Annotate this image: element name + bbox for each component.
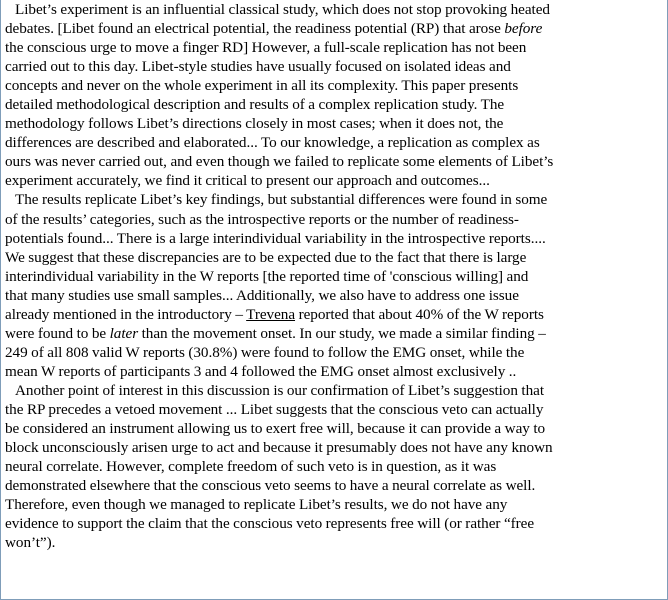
paragraph bbox=[5, 190, 663, 380]
text-line bbox=[5, 286, 663, 305]
text-span: neural correlate. However, complete freedom of such veto is in question, as it was bbox=[5, 458, 497, 476]
text-span: Another point of interest in this discussion is our confirmation of Libet’s suggestion that bbox=[15, 381, 544, 399]
text-span: ours was never carried out, and even though we failed to replicate some elements of Libet’s bbox=[5, 153, 554, 171]
text-line bbox=[5, 267, 663, 286]
text-span: experiment accurately, we find it critical to present our approach and outcomes... bbox=[5, 172, 490, 190]
text-line bbox=[5, 76, 663, 95]
text-line bbox=[5, 343, 663, 362]
text-line bbox=[5, 248, 663, 267]
text-line bbox=[5, 57, 663, 76]
text-span: block unconsciously arisen urge to act and because it presumably does not have any known bbox=[5, 439, 553, 457]
text-span: of the results’ categories, such as the introspective reports or the number of readiness- bbox=[5, 210, 519, 228]
text-span: demonstrated elsewhere that the conscious veto seems to have a neural correlate as well. bbox=[5, 477, 536, 495]
text-span: than the movement onset. In our study, we made a similar finding – bbox=[138, 324, 546, 342]
text-line bbox=[5, 95, 663, 114]
text-span: reported that about 40% of the W reports bbox=[295, 305, 544, 323]
document-body bbox=[5, 0, 663, 552]
underlined-text: Trevena bbox=[246, 305, 296, 323]
text-line bbox=[5, 324, 663, 343]
text-line bbox=[5, 419, 663, 438]
text-line bbox=[5, 152, 663, 171]
text-span: already mentioned in the introductory – bbox=[5, 305, 247, 323]
text-span: mean W reports of participants 3 and 4 followed the EMG onset almost exclusively .. bbox=[5, 362, 517, 380]
text-span: that many studies use small samples... Additionally, we also have to address one issue bbox=[5, 286, 519, 304]
text-line bbox=[5, 38, 663, 57]
text-span: We suggest that these discrepancies are to be expected due to the fact that there is large bbox=[5, 248, 527, 266]
text-span: potentials found... There is a large interindividual variability in the introspective reports.... bbox=[5, 229, 546, 247]
text-line bbox=[5, 514, 663, 533]
text-line bbox=[5, 133, 663, 152]
text-span: evidence to support the claim that the conscious veto represents free will (or rather “free bbox=[5, 515, 535, 533]
text-span: debates. [Libet found an electrical potential, the readiness potential (RP) that arose bbox=[5, 20, 505, 38]
text-line bbox=[5, 19, 663, 38]
paragraph bbox=[5, 381, 663, 552]
text-span: carried out to this day. Libet-style studies have usually focused on isolated ideas and bbox=[5, 58, 511, 76]
text-span: 249 of all 808 valid W reports (30.8%) were found to follow the EMG onset, while the bbox=[5, 343, 525, 361]
text-span: detailed methodological description and results of a complex replication study. The bbox=[5, 96, 505, 114]
text-span: interindividual variability in the W reports [the reported time of 'conscious willing] and bbox=[5, 267, 529, 285]
text-span: The results replicate Libet’s key findings, but substantial differences were found in some bbox=[15, 191, 548, 209]
text-line bbox=[5, 171, 663, 190]
text-line bbox=[5, 305, 663, 324]
text-line bbox=[5, 381, 663, 400]
text-span: methodology follows Libet’s directions closely in most cases; when it does not, the bbox=[5, 115, 504, 133]
text-line bbox=[5, 229, 663, 248]
text-line bbox=[5, 438, 663, 457]
text-span: Libet’s experiment is an influential classical study, which does not stop provoking heated bbox=[15, 1, 550, 18]
text-span: be considered an instrument allowing us to exert free will, because it can provide a way to bbox=[5, 420, 546, 438]
text-line bbox=[5, 495, 663, 514]
text-span: the conscious urge to move a finger RD] However, a full-scale replication has not been bbox=[5, 39, 527, 57]
text-span: differences are described and elaborated... To our knowledge, a replication as complex as bbox=[5, 134, 540, 152]
text-line bbox=[5, 457, 663, 476]
text-line bbox=[5, 210, 663, 229]
text-span: won’t”). bbox=[5, 534, 56, 552]
text-line bbox=[5, 533, 663, 552]
italic-text: before bbox=[504, 20, 543, 38]
text-span: the RP precedes a vetoed movement ... Libet suggests that the conscious veto can actually bbox=[5, 400, 544, 418]
text-line bbox=[5, 476, 663, 495]
text-span: were found to be bbox=[5, 324, 110, 342]
text-span: Therefore, even though we managed to replicate Libet’s results, we do not have any bbox=[5, 496, 508, 514]
text-line bbox=[5, 114, 663, 133]
text-line bbox=[5, 190, 663, 209]
text-line bbox=[5, 400, 663, 419]
italic-text: later bbox=[109, 324, 139, 342]
text-span: concepts and never on the whole experiment in all its complexity. This paper presents bbox=[5, 77, 519, 95]
text-line bbox=[5, 0, 663, 19]
paragraph bbox=[5, 0, 663, 190]
text-line bbox=[5, 362, 663, 381]
